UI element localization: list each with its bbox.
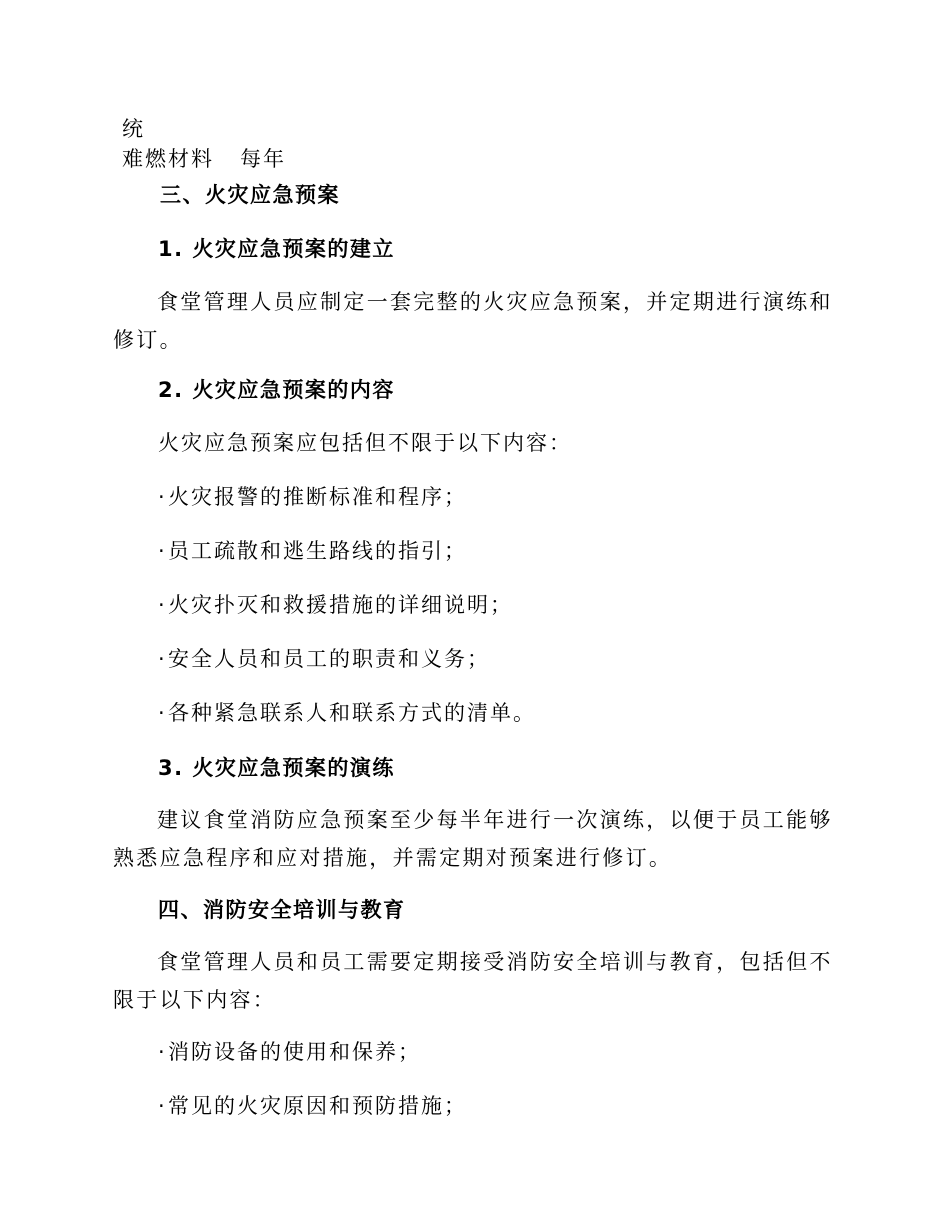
bullet-mark: · [158,701,167,725]
list-item-text: 常见的火灾原因和预防措施； [168,1094,467,1118]
table-cell-top: 统 [122,117,145,141]
section-3-2-title: 2. 火灾应急预案的内容 [158,378,395,402]
bullet-mark: · [158,539,167,563]
list-item-text: 火灾报警的推断标准和程序； [168,485,467,509]
section-3-3-title: 3. 火灾应急预案的演练 [158,756,395,780]
list-item-text: 火灾扑灭和救援措施的详细说明； [168,593,513,617]
section-3-title: 三、火灾应急预案 [160,183,340,207]
list-item-text: 消防设备的使用和保养； [168,1040,421,1064]
section-3-1-text: 食堂管理人员应制定一套完整的火灾应急预案，并定期进行演练和修订。 [113,290,833,352]
list-item-text: 各种紧急联系人和联系方式的清单。 [168,701,536,725]
section-3-3-text: 建议食堂消防应急预案至少每半年进行一次演练，以便于员工能够熟悉应急程序和应对措施，并需定期对预案进行修订。 [113,808,833,870]
bullet-mark: · [158,1040,167,1064]
table-cell-left: 难燃材料 [122,147,214,171]
list-item-text: 安全人员和员工的职责和义务； [168,647,490,671]
list-item-text: 员工疏散和逃生路线的指引； [168,539,467,563]
list-item [158,538,467,564]
section-3-2-intro: 火灾应急预案应包括但不限于以下内容： [158,431,572,455]
table-cell-right: 每年 [240,147,286,171]
list-item [158,646,490,672]
list-item [158,700,536,726]
bullet-mark: · [158,593,167,617]
section-4-text: 食堂管理人员和员工需要定期接受消防安全培训与教育，包括但不限于以下内容： [113,950,833,1012]
section-4-title: 四、消防安全培训与教育 [158,898,406,922]
list-item [158,1093,467,1119]
list-item [158,592,513,618]
list-item [158,484,467,510]
bullet-mark: · [158,485,167,509]
list-item [158,1039,421,1065]
bullet-mark: · [158,647,167,671]
section-3-1-title: 1. 火灾应急预案的建立 [158,237,395,261]
bullet-mark: · [158,1094,167,1118]
